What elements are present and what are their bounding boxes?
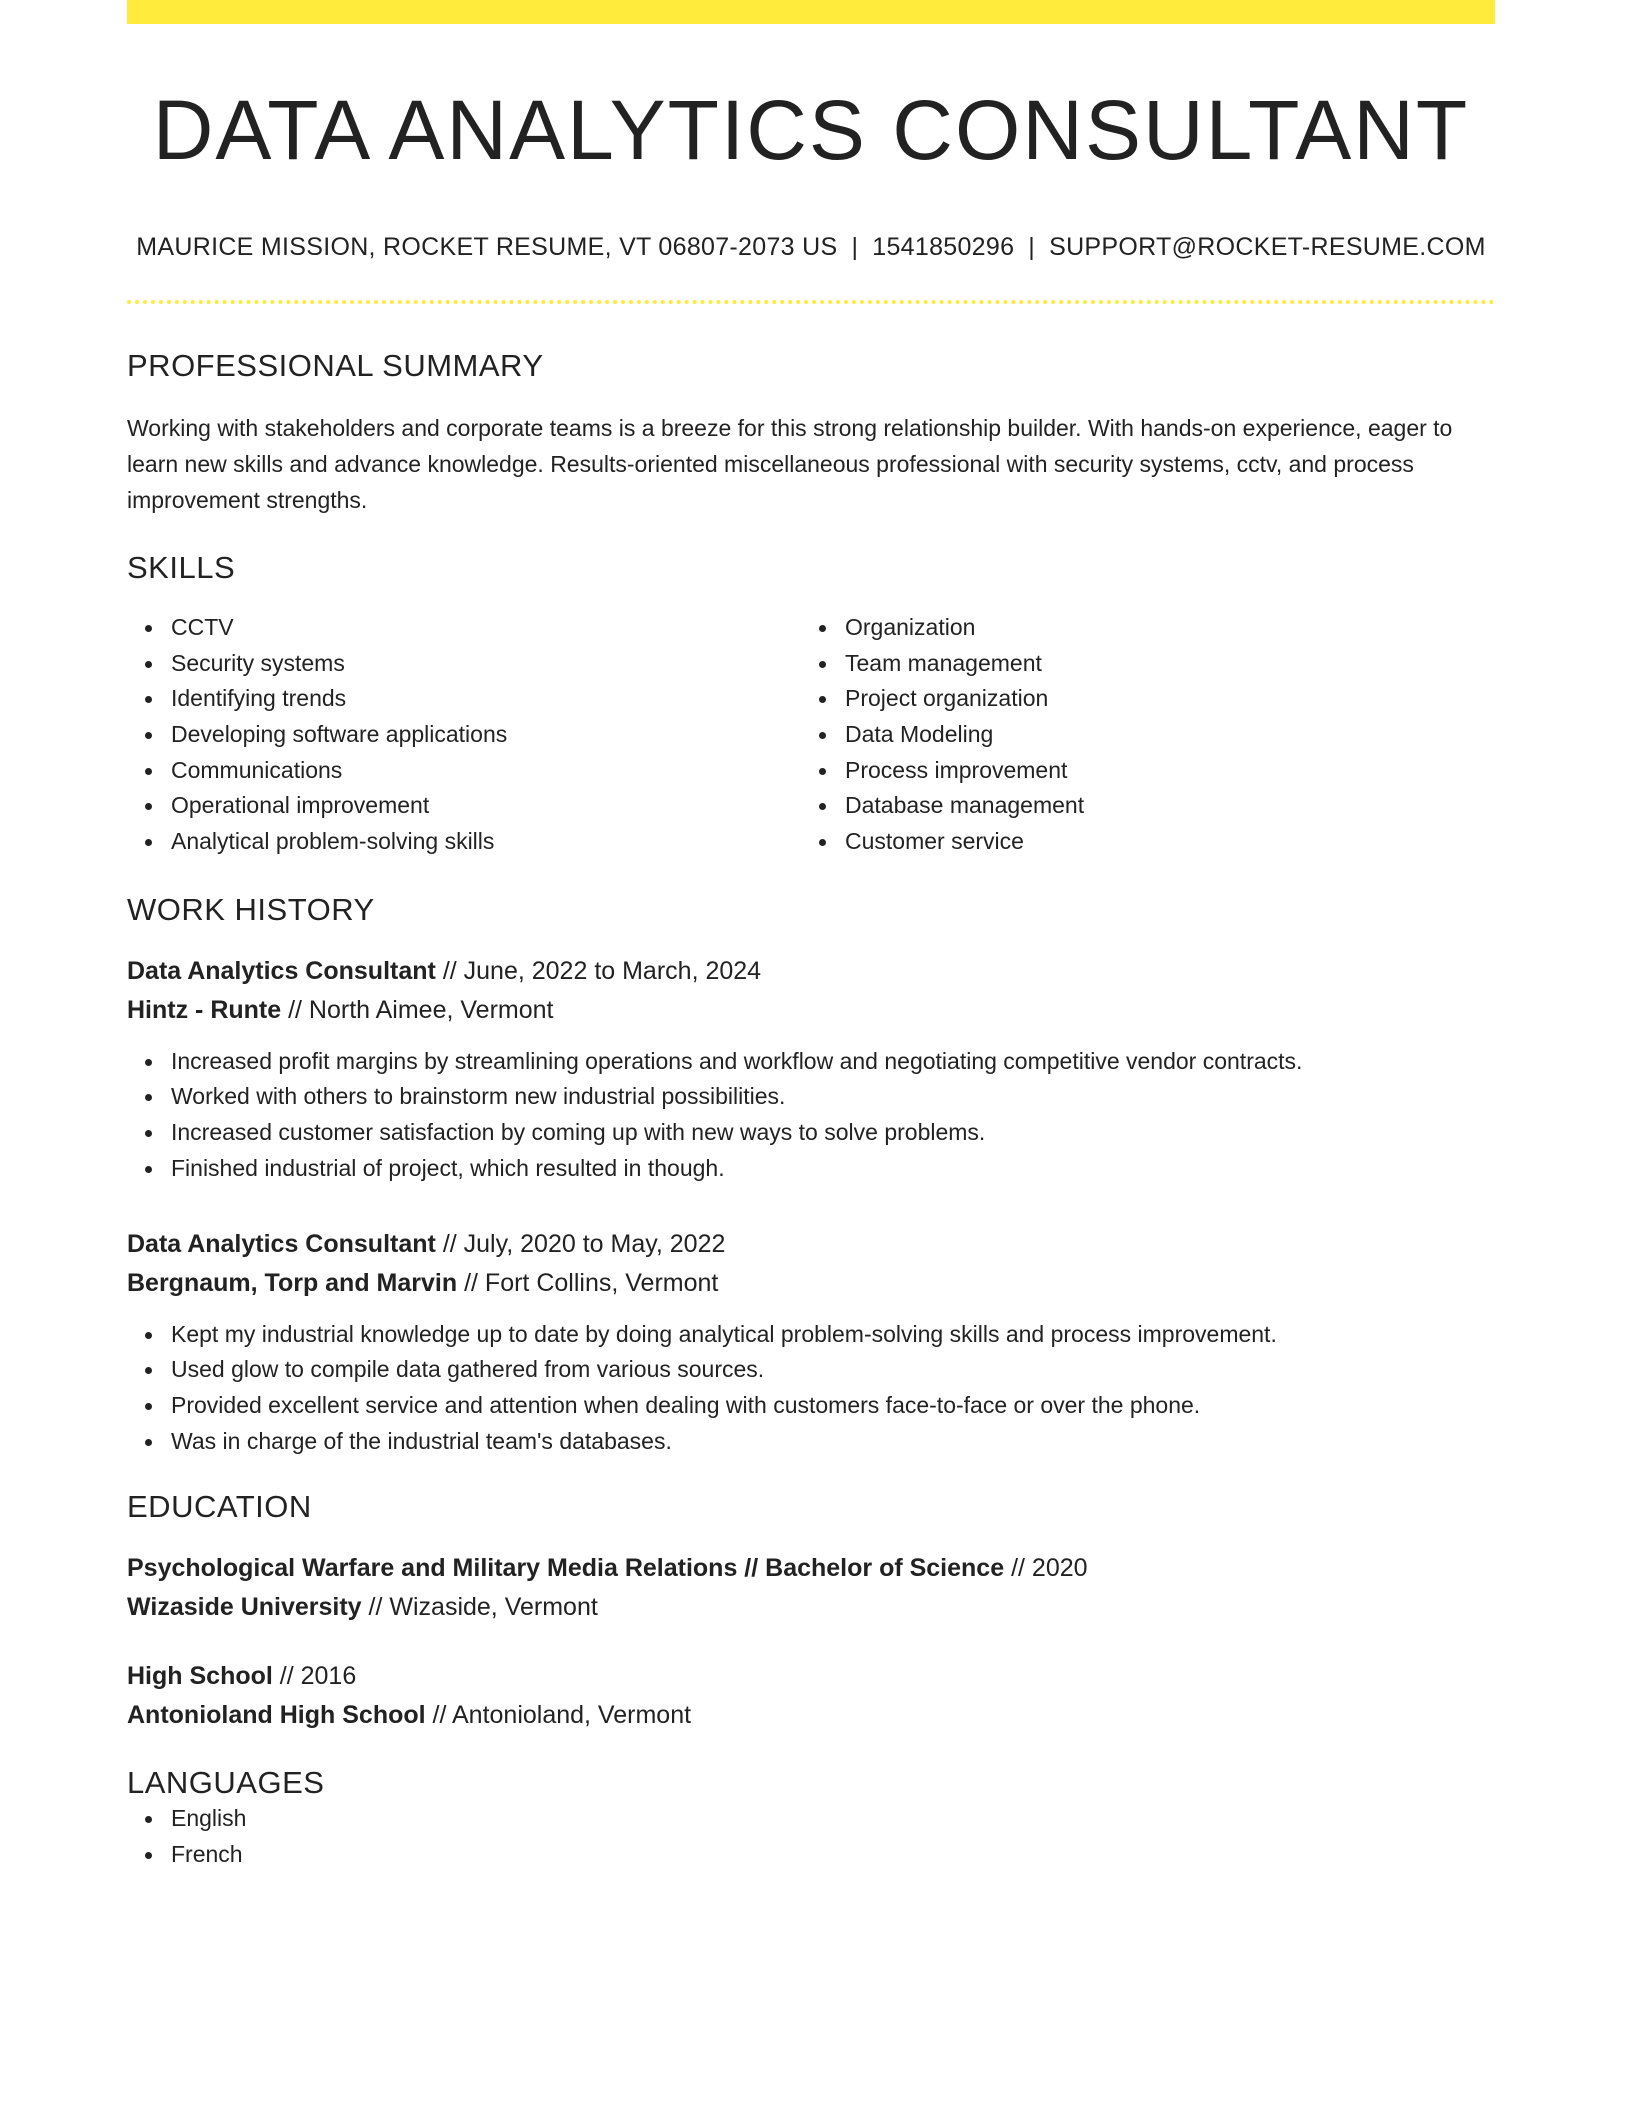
education-year: // 2016 (279, 1662, 357, 1691)
skill-item: Communications (171, 753, 801, 789)
job-bullet: Kept my industrial knowledge up to date by doing analytical problem-solving skills and process improvement. (171, 1317, 1495, 1353)
skill-item: Database management (845, 788, 1475, 824)
education-school: Wizaside University (127, 1593, 362, 1622)
job-role: Data Analytics Consultant (127, 956, 436, 985)
job-company: Bergnaum, Torp and Marvin (127, 1268, 458, 1297)
education-degree-line (127, 1657, 1495, 1696)
job-entry (127, 952, 1495, 1187)
job-location: // North Aimee, Vermont (288, 995, 554, 1024)
skill-item: Data Modeling (845, 717, 1475, 753)
language-item: French (171, 1837, 1495, 1873)
skill-item: Process improvement (845, 753, 1475, 789)
job-dates: // June, 2022 to March, 2024 (442, 956, 762, 985)
job-company: Hintz - Runte (127, 995, 282, 1024)
skill-item: Customer service (845, 824, 1475, 860)
skill-item: Project organization (845, 681, 1475, 717)
job-bullets (127, 1044, 1495, 1187)
job-bullet: Worked with others to brainstorm new industrial possibilities. (171, 1079, 1495, 1115)
skill-item: Developing software applications (171, 717, 801, 753)
contact-phone: 1541850296 (872, 232, 1015, 261)
skill-item: CCTV (171, 610, 801, 646)
skills-grid (127, 610, 1495, 860)
skills-heading: SKILLS (127, 549, 236, 585)
job-bullet: Increased profit margins by streamlining operations and workflow and negotiating competitive vendor contracts. (171, 1044, 1495, 1080)
education-degree: High School (127, 1662, 273, 1691)
job-role-line (127, 1225, 1495, 1264)
contact-separator: | (851, 232, 859, 261)
job-bullet: Was in charge of the industrial team's databases. (171, 1424, 1495, 1460)
job-company-line (127, 1264, 1495, 1303)
languages-list (127, 1801, 1495, 1872)
top-accent-bar (127, 0, 1495, 24)
education-entry (127, 1549, 1495, 1627)
education-school: Antonioland High School (127, 1701, 426, 1730)
skill-item: Analytical problem-solving skills (171, 824, 801, 860)
skill-item: Team management (845, 646, 1475, 682)
summary-text: Working with stakeholders and corporate teams is a breeze for this strong relationship builder. With hands-on experience, eager to learn new skills and advance knowledge. Results-oriented miscellaneous professional with security systems, cctv, and process improvement strengths. (127, 414, 1453, 513)
education-location: // Wizaside, Vermont (368, 1593, 598, 1622)
skill-item: Security systems (171, 646, 801, 682)
contact-line (127, 233, 1495, 262)
skills-column-left (127, 610, 801, 860)
education-degree-line (127, 1549, 1495, 1588)
job-bullet: Provided excellent service and attention when dealing with customers face-to-face or over the phone. (171, 1388, 1495, 1424)
resume-page (127, 0, 1495, 1873)
contact-separator: | (1028, 232, 1036, 261)
contact-email: SUPPORT@ROCKET-RESUME.COM (1049, 232, 1486, 261)
job-dates: // July, 2020 to May, 2022 (442, 1229, 726, 1258)
skills-list-left (127, 610, 801, 860)
job-entry (127, 1225, 1495, 1460)
job-bullet: Used glow to compile data gathered from various sources. (171, 1352, 1495, 1388)
education-heading: EDUCATION (127, 1489, 312, 1525)
education-location: // Antonioland, Vermont (432, 1701, 692, 1730)
education-degree: Psychological Warfare and Military Media Relations // Bachelor of Science (127, 1554, 1005, 1583)
education-school-line (127, 1696, 1495, 1735)
language-item: English (171, 1801, 1495, 1837)
job-role-line (127, 952, 1495, 991)
job-bullets (127, 1317, 1495, 1460)
education-year: // 2020 (1011, 1554, 1088, 1583)
job-role: Data Analytics Consultant (127, 1229, 436, 1258)
skill-item: Organization (845, 610, 1475, 646)
contact-address: MAURICE MISSION, ROCKET RESUME, VT 06807-2073 US (136, 232, 838, 261)
job-bullet: Increased customer satisfaction by coming up with new ways to solve problems. (171, 1115, 1495, 1151)
job-location: // Fort Collins, Vermont (464, 1268, 719, 1297)
skill-item: Operational improvement (171, 788, 801, 824)
languages-heading: LANGUAGES (127, 1765, 325, 1801)
summary-heading: PROFESSIONAL SUMMARY (127, 347, 544, 383)
job-company-line (127, 991, 1495, 1030)
skills-list-right (801, 610, 1475, 860)
dotted-divider (127, 300, 1495, 304)
education-entry (127, 1657, 1495, 1735)
work-history-heading: WORK HISTORY (127, 891, 375, 927)
page-title: DATA ANALYTICS CONSULTANT (152, 83, 1470, 177)
education-school-line (127, 1588, 1495, 1627)
skill-item: Identifying trends (171, 681, 801, 717)
job-bullet: Finished industrial of project, which resulted in though. (171, 1151, 1495, 1187)
skills-column-right (801, 610, 1475, 860)
